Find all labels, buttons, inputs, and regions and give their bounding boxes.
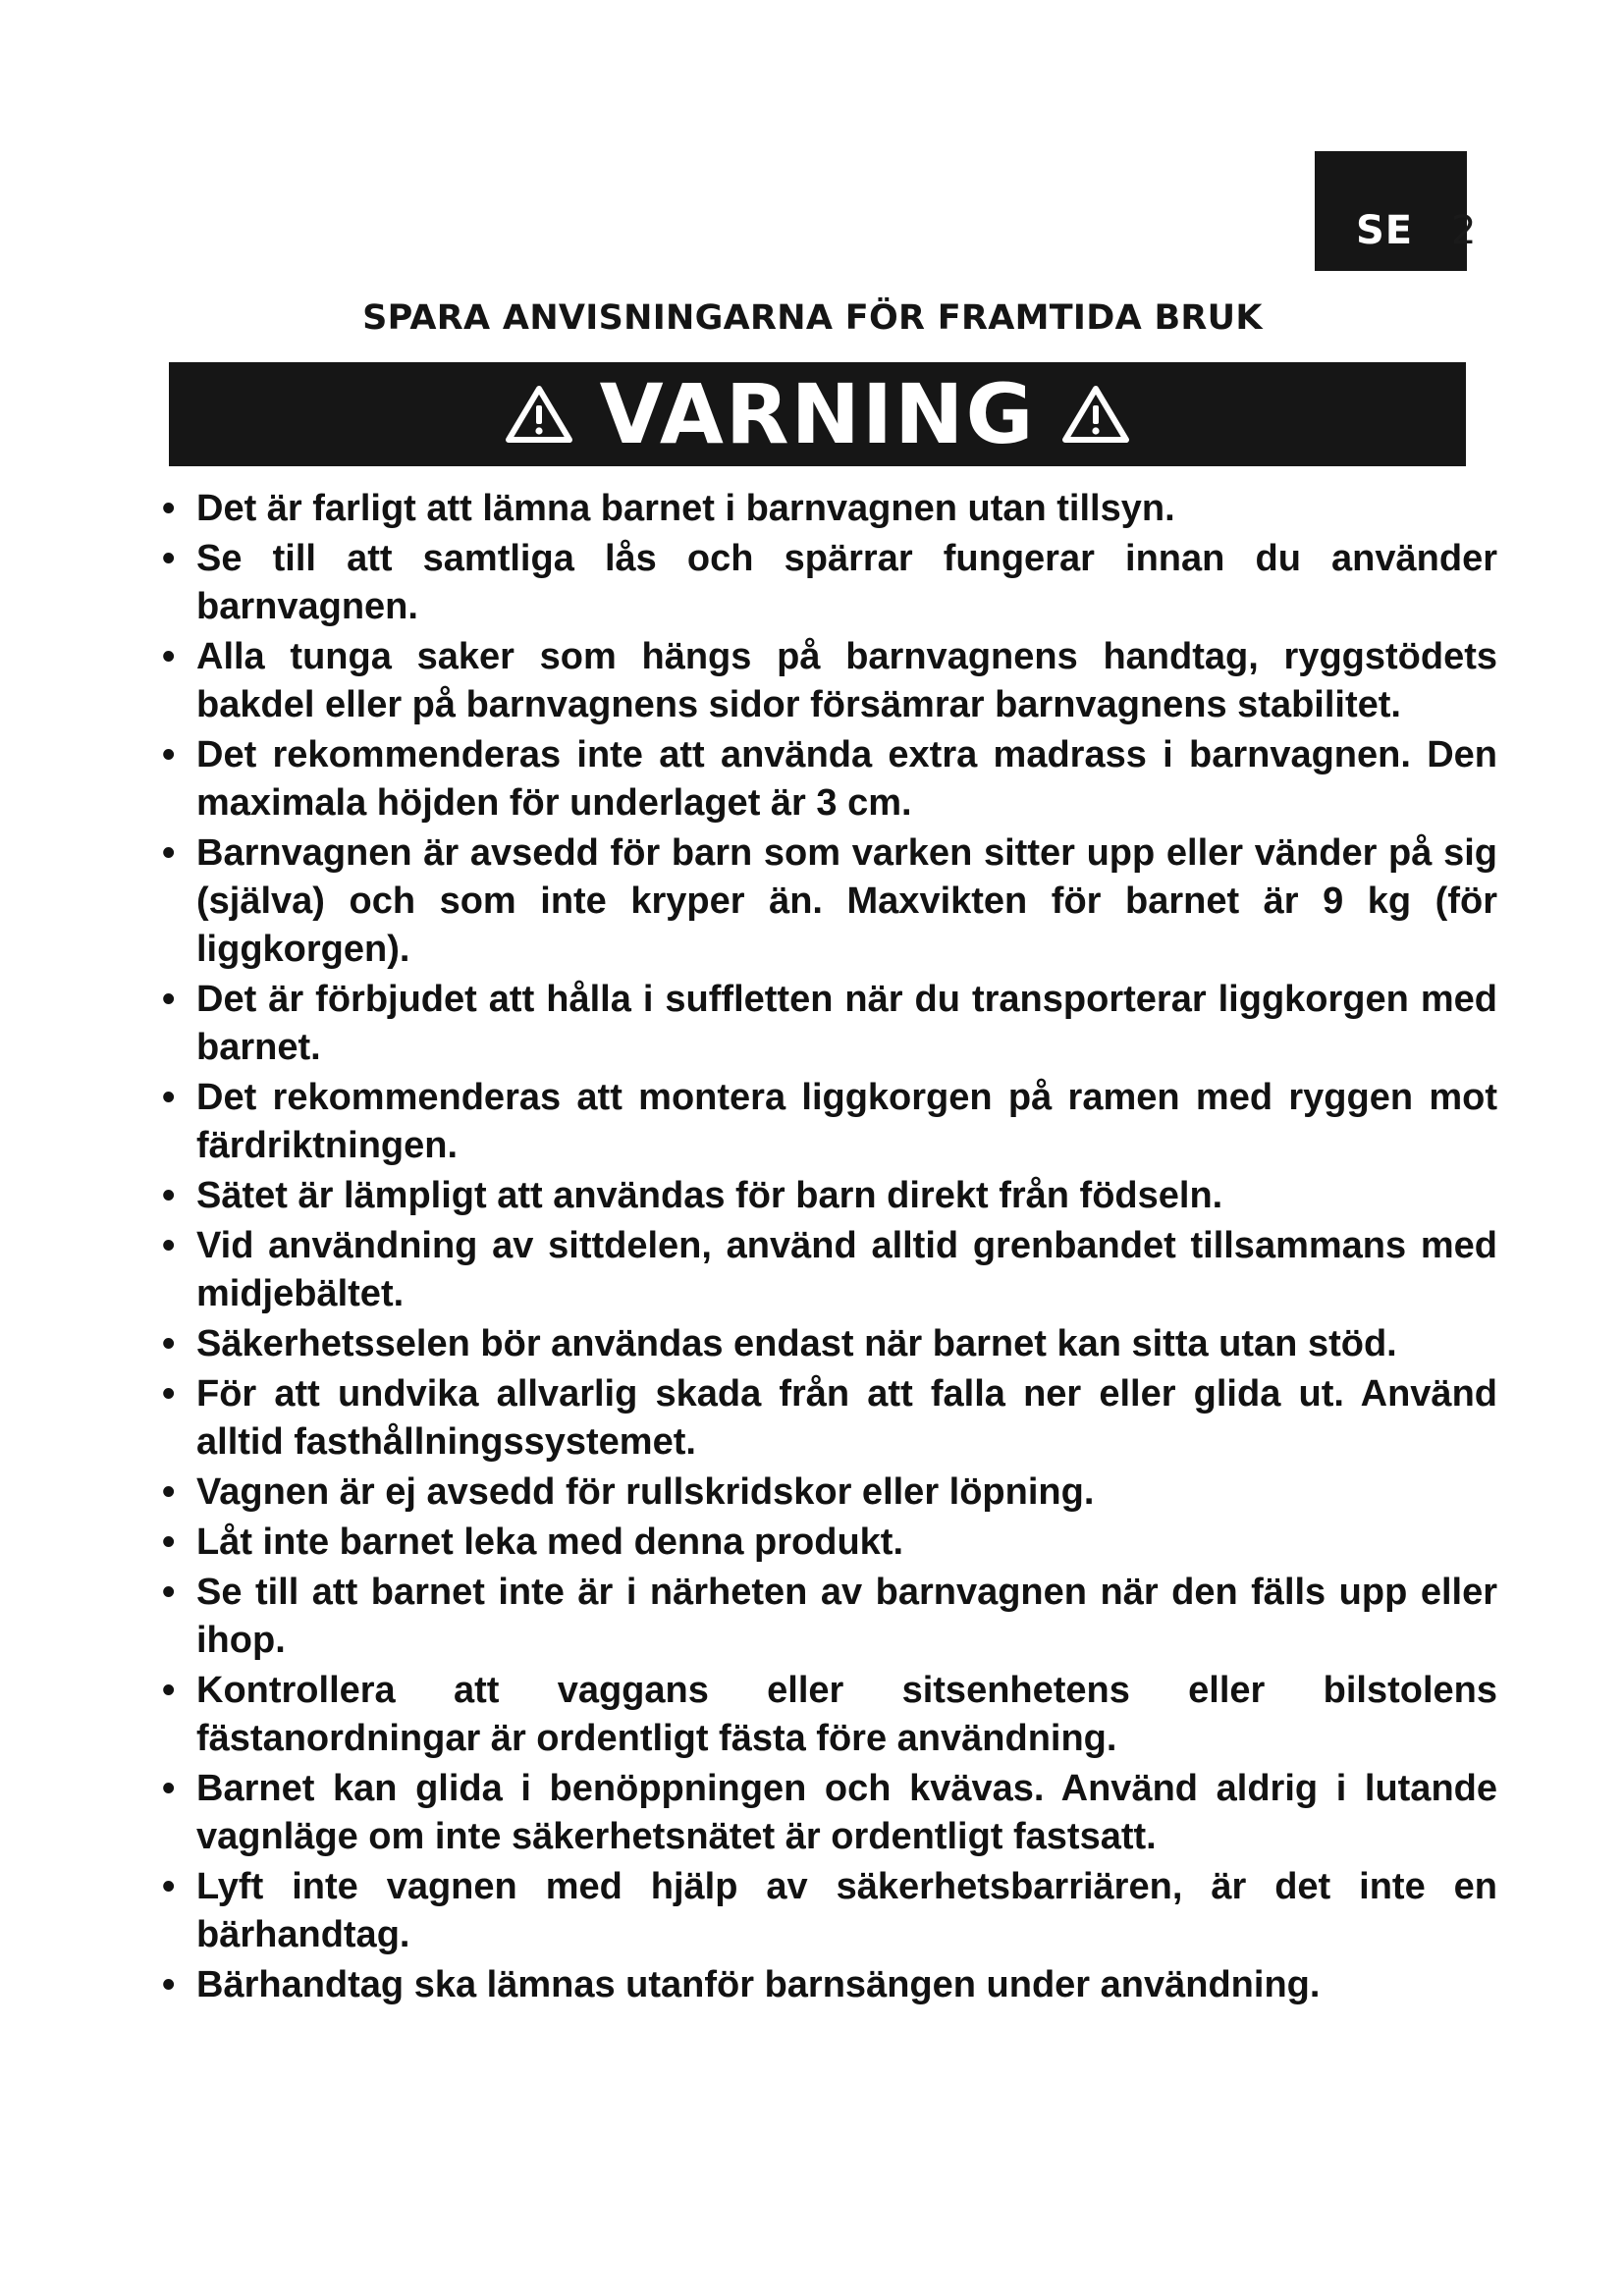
- warning-item: [162, 1667, 1497, 1763]
- warning-item: [162, 1961, 1497, 2009]
- bullet-icon: •: [162, 1866, 176, 1907]
- bullet-icon: •: [162, 1077, 176, 1118]
- warning-item: [162, 535, 1497, 631]
- warning-item-text: Vagnen är ej avsedd för rullskridskor eller löpning.: [196, 1471, 1095, 1513]
- warning-item: [162, 1074, 1497, 1170]
- language-code: SE: [1356, 208, 1414, 253]
- page-number: 2: [1451, 208, 1477, 253]
- warning-item-text: För att undvika allvarlig skada från att falla ner eller glida ut. Använd alltid fasthållningssystemet.: [196, 1373, 1497, 1463]
- bullet-icon: •: [162, 1175, 176, 1216]
- warning-item-text: Det är farligt att lämna barnet i barnvagnen utan tillsyn.: [196, 488, 1175, 529]
- warning-triangle-icon: [504, 384, 574, 445]
- warning-item: [162, 1468, 1497, 1517]
- warning-item-text: Vid användning av sittdelen, använd alltid grenbandet tillsammans med midjebältet.: [196, 1225, 1497, 1314]
- warning-triangle-icon: [1060, 384, 1131, 445]
- warning-title: VARNING: [599, 366, 1036, 462]
- warning-item: [162, 1222, 1497, 1318]
- warning-item-text: Bärhandtag ska lämnas utanför barnsängen under användning.: [196, 1964, 1321, 2005]
- bullet-icon: •: [162, 1670, 176, 1711]
- warning-list: [162, 485, 1497, 2011]
- bullet-icon: •: [162, 1471, 176, 1513]
- warning-item-text: Det rekommenderas inte att använda extra madrass i barnvagnen. Den maximala höjden för underlaget är 3 cm.: [196, 734, 1497, 824]
- warning-item: [162, 1370, 1497, 1467]
- bullet-icon: •: [162, 636, 176, 677]
- bullet-icon: •: [162, 538, 176, 579]
- save-instructions-heading: SPARA ANVISNINGARNA FÖR FRAMTIDA BRUK: [362, 298, 1263, 338]
- bullet-icon: •: [162, 1572, 176, 1613]
- warning-item: [162, 633, 1497, 729]
- warning-banner: [169, 362, 1466, 466]
- warning-item: [162, 1569, 1497, 1665]
- warning-item-text: Se till att samtliga lås och spärrar fungerar innan du använder barnvagnen.: [196, 538, 1497, 627]
- warning-item-text: Lyft inte vagnen med hjälp av säkerhetsbarriären, är det inte en bärhandtag.: [196, 1866, 1497, 1955]
- bullet-icon: •: [162, 1522, 176, 1563]
- warning-item: [162, 1863, 1497, 1959]
- bullet-icon: •: [162, 1225, 176, 1266]
- warning-item: [162, 1320, 1497, 1368]
- bullet-icon: •: [162, 1768, 176, 1809]
- warning-item-text: Det är förbjudet att hålla i suffletten när du transporterar liggkorgen med barnet.: [196, 979, 1497, 1068]
- warning-item: [162, 1765, 1497, 1861]
- warning-item-text: Barnet kan glida i benöppningen och kvävas. Använd aldrig i lutande vagnläge om inte säkerhetsnätet är ordentligt fastsatt.: [196, 1768, 1497, 1857]
- bullet-icon: •: [162, 734, 176, 775]
- warning-item-text: Låt inte barnet leka med denna produkt.: [196, 1522, 904, 1563]
- bullet-icon: •: [162, 1323, 176, 1364]
- warning-item-text: Se till att barnet inte är i närheten av barnvagnen när den fälls upp eller ihop.: [196, 1572, 1497, 1661]
- warning-item-text: Säkerhetsselen bör användas endast när barnet kan sitta utan stöd.: [196, 1323, 1397, 1364]
- warning-item-text: Det rekommenderas att montera liggkorgen på ramen med ryggen mot färdriktningen.: [196, 1077, 1497, 1166]
- warning-item-text: Kontrollera att vaggans eller sitsenhetens eller bilstolens fästanordningar är ordentligt fästa före användning.: [196, 1670, 1497, 1759]
- warning-item: [162, 1172, 1497, 1220]
- warning-item-text: Barnvagnen är avsedd för barn som varken sitter upp eller vänder på sig (själva) och som inte kryper än. Maxvikten för barnet är 9 kg (för liggkorgen).: [196, 832, 1497, 970]
- bullet-icon: •: [162, 832, 176, 874]
- bullet-icon: •: [162, 979, 176, 1020]
- warning-item: [162, 829, 1497, 974]
- warning-item: [162, 976, 1497, 1072]
- warning-item-text: Alla tunga saker som hängs på barnvagnens handtag, ryggstödets bakdel eller på barnvagnens sidor försämrar barnvagnens stabilitet.: [196, 636, 1497, 725]
- warning-item-text: Sätet är lämpligt att användas för barn direkt från födseln.: [196, 1175, 1223, 1216]
- bullet-icon: •: [162, 1964, 176, 2005]
- bullet-icon: •: [162, 1373, 176, 1415]
- bullet-icon: •: [162, 488, 176, 529]
- warning-item: [162, 1519, 1497, 1567]
- warning-item: [162, 731, 1497, 828]
- warning-item: [162, 485, 1497, 533]
